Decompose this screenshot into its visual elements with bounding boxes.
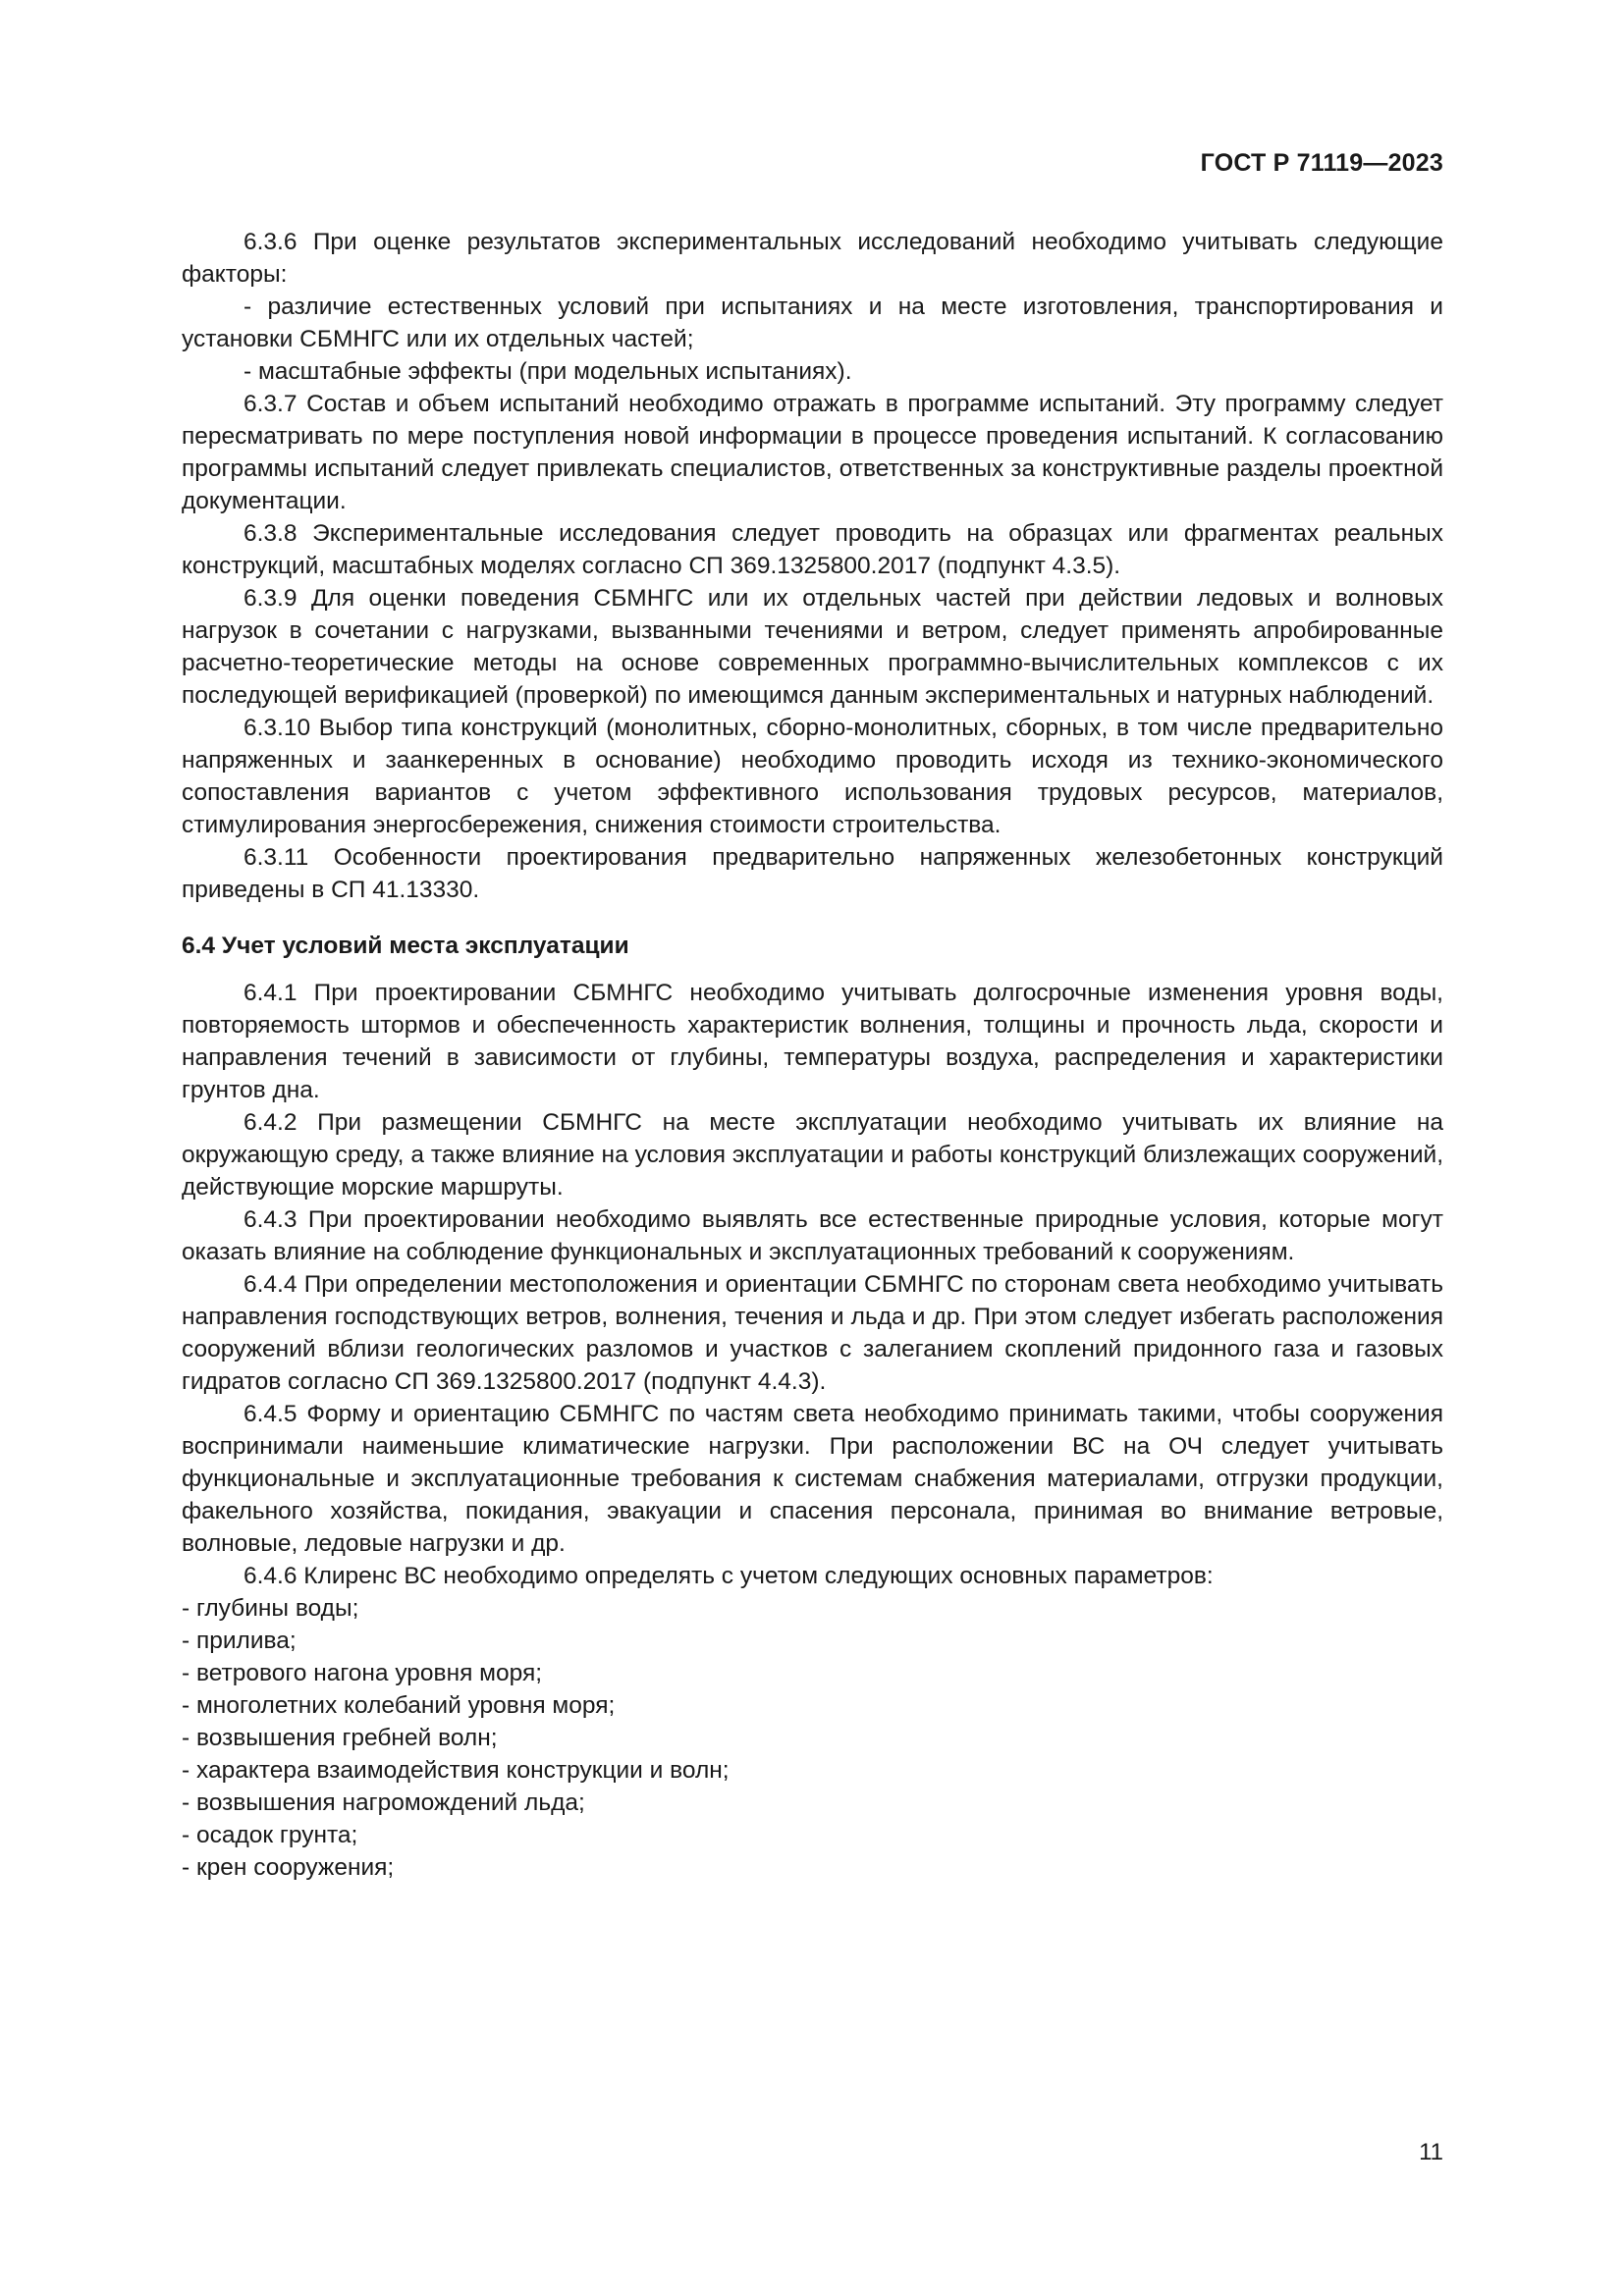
- paragraph-6-4-1: 6.4.1 При проектировании СБМНГС необходимо учитывать долгосрочные изменения уровня воды, повторяемость штормов и обеспеченность характеристик волнения, толщины и прочность льда, скорости и направления течений в зависимости от глубины, температуры воздуха, распределения и характеристики грунтов дна.: [182, 980, 1443, 1103]
- list-item: - глубины воды;: [182, 1595, 359, 1622]
- document-code-header: ГОСТ Р 71119—2023: [1200, 149, 1443, 177]
- paragraph-6-4-4: 6.4.4 При определении местоположения и ориентации СБМНГС по сторонам света необходимо учитывать направления господствующих ветров, волнения, течения и льда и др. При этом следует избегать расположения сооружений вблизи геологических разломов и участков с залеганием скоплений придонного газа и газовых гидратов согласно СП 369.1325800.2017 (подпункт 4.4.3).: [182, 1271, 1443, 1395]
- list-item: - многолетних колебаний уровня моря;: [182, 1692, 616, 1719]
- paragraph-6-3-6: 6.3.6 При оценке результатов экспериментальных исследований необходимо учитывать следующие факторы:: [182, 229, 1443, 288]
- parameter-list: [182, 1592, 1443, 1884]
- list-item: - возвышения нагромождений льда;: [182, 1789, 585, 1816]
- list-item: - различие естественных условий при испытаниях и на месте изготовления, транспортирования и установки СБМНГС или их отдельных частей;: [182, 294, 1443, 352]
- paragraph-6-4-2: 6.4.2 При размещении СБМНГС на месте эксплуатации необходимо учитывать их влияние на окружающую среду, а также влияние на условия эксплуатации и работы конструкций близлежащих сооружений, действующие морские маршруты.: [182, 1109, 1443, 1201]
- paragraph-6-4-3: 6.4.3 При проектировании необходимо выявлять все естественные природные условия, которые могут оказать влияние на соблюдение функциональных и эксплуатационных требований к сооружениям.: [182, 1206, 1443, 1265]
- paragraph-6-3-8: 6.3.8 Экспериментальные исследования следует проводить на образцах или фрагментах реальных конструкций, масштабных моделях согласно СП 369.1325800.2017 (подпункт 4.3.5).: [182, 520, 1443, 579]
- list-item: - осадок грунта;: [182, 1822, 358, 1848]
- list-item: - крен сооружения;: [182, 1854, 395, 1881]
- list-item: - масштабные эффекты (при модельных испытаниях).: [244, 358, 852, 385]
- document-body: [182, 226, 1443, 1884]
- list-item: - возвышения гребней волн;: [182, 1725, 498, 1751]
- list-item: - прилива;: [182, 1628, 297, 1654]
- section-heading-6-4: 6.4 Учет условий места эксплуатации: [182, 933, 629, 959]
- paragraph-6-3-10: 6.3.10 Выбор типа конструкций (монолитных, сборно-монолитных, сборных, в том числе предварительно напряженных и заанкеренных в основание) необходимо проводить исходя из технико-экономического сопоставления вариантов с учетом эффективного использования трудовых ресурсов, материалов, стимулирования энергосбережения, снижения стоимости строительства.: [182, 715, 1443, 838]
- paragraph-6-4-5: 6.4.5 Форму и ориентацию СБМНГС по частям света необходимо принимать такими, чтобы сооружения воспринимали наименьшие климатические нагрузки. При расположении ВС на ОЧ следует учитывать функциональные и эксплуатационные требования к системам снабжения материалами, отгрузки продукции, факельного хозяйства, покидания, эвакуации и спасения персонала, принимая во внимание ветровые, волновые, ледовые нагрузки и др.: [182, 1401, 1443, 1557]
- page-number: 11: [1419, 2139, 1443, 2165]
- paragraph-6-4-6: 6.4.6 Клиренс ВС необходимо определять с учетом следующих основных параметров:: [244, 1563, 1214, 1589]
- paragraph-6-3-7: 6.3.7 Состав и объем испытаний необходимо отражать в программе испытаний. Эту программу следует пересматривать по мере поступления новой информации в процессе проведения испытаний. К согласованию программы испытаний следует привлекать специалистов, ответственных за конструктивные разделы проектной документации.: [182, 391, 1443, 514]
- list-item: - характера взаимодействия конструкции и волн;: [182, 1757, 730, 1784]
- paragraph-6-3-9: 6.3.9 Для оценки поведения СБМНГС или их отдельных частей при действии ледовых и волновых нагрузок в сочетании с нагрузками, вызванными течениями и ветром, следует применять апробированные расчетно-теоретические методы на основе современных программно-вычислительных комплексов с их последующей верификацией (проверкой) по имеющимся данным экспериментальных и натурных наблюдений.: [182, 585, 1443, 709]
- paragraph-6-3-11: 6.3.11 Особенности проектирования предварительно напряженных железобетонных конструкций приведены в СП 41.13330.: [182, 844, 1443, 903]
- list-item: - ветрового нагона уровня моря;: [182, 1660, 543, 1686]
